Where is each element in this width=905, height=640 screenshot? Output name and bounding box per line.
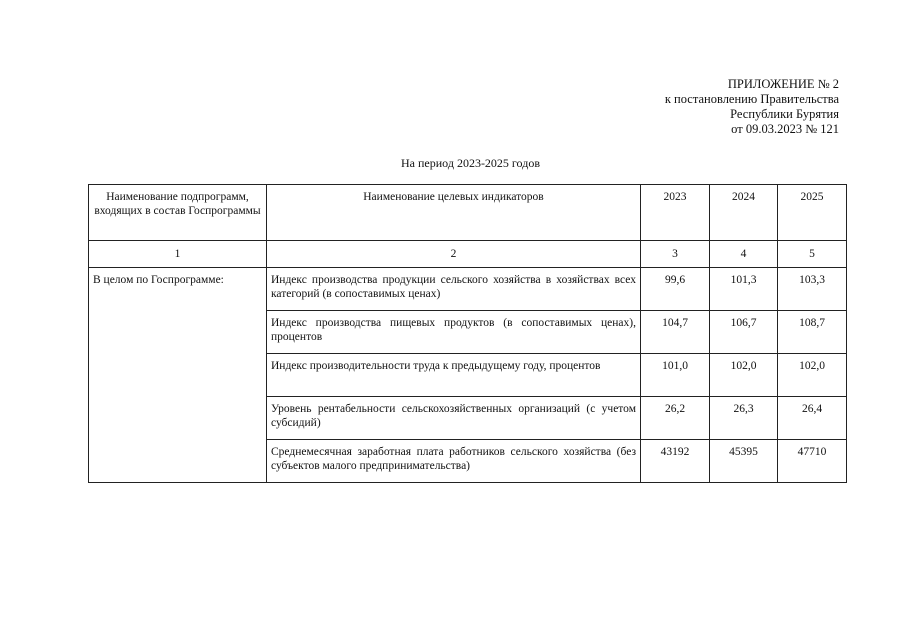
header-year-2024: 2024 xyxy=(710,185,778,241)
value-2024: 45395 xyxy=(710,440,778,483)
value-2025: 26,4 xyxy=(778,397,847,440)
column-number: 2 xyxy=(267,241,641,268)
table-header-row xyxy=(89,185,847,241)
indicator-name: Индекс производства продукции сельского хозяйства в хозяйствах всех категорий (в сопоставимых ценах) xyxy=(267,268,641,311)
indicator-name: Уровень рентабельности сельскохозяйственных организаций (с учетом субсидий) xyxy=(267,397,641,440)
value-2023: 101,0 xyxy=(641,354,710,397)
column-number-row xyxy=(89,241,847,268)
header-year-2023: 2023 xyxy=(641,185,710,241)
column-number: 3 xyxy=(641,241,710,268)
value-2023: 43192 xyxy=(641,440,710,483)
value-2025: 102,0 xyxy=(778,354,847,397)
indicator-name: Индекс производительности труда к предыдущему году, процентов xyxy=(267,354,641,397)
subprogram-cell: В целом по Госпрограмме: xyxy=(89,268,267,483)
header-indicator: Наименование целевых индикаторов xyxy=(267,185,641,241)
column-number: 5 xyxy=(778,241,847,268)
indicators-table xyxy=(88,184,847,483)
column-number: 1 xyxy=(89,241,267,268)
appendix-republic-line: Республики Бурятия xyxy=(730,107,839,121)
value-2025: 103,3 xyxy=(778,268,847,311)
period-caption: На период 2023-2025 годов xyxy=(401,156,540,170)
indicator-name: Среднемесячная заработная плата работников сельского хозяйства (без субъектов малого предпринимательства) xyxy=(267,440,641,483)
indicator-name: Индекс производства пищевых продуктов (в сопоставимых ценах), процентов xyxy=(267,311,641,354)
column-number: 4 xyxy=(710,241,778,268)
table-row xyxy=(89,268,847,311)
appendix-resolution-line: к постановлению Правительства xyxy=(664,92,839,106)
value-2025: 47710 xyxy=(778,440,847,483)
header-year-2025: 2025 xyxy=(778,185,847,241)
value-2024: 101,3 xyxy=(710,268,778,311)
value-2024: 106,7 xyxy=(710,311,778,354)
value-2024: 102,0 xyxy=(710,354,778,397)
header-subprogram: Наименование подпрограмм, входящих в состав Госпрограммы xyxy=(89,185,267,241)
value-2023: 26,2 xyxy=(641,397,710,440)
value-2024: 26,3 xyxy=(710,397,778,440)
appendix-header xyxy=(665,77,839,137)
value-2023: 104,7 xyxy=(641,311,710,354)
value-2025: 108,7 xyxy=(778,311,847,354)
appendix-title: ПРИЛОЖЕНИЕ № 2 xyxy=(727,77,839,91)
appendix-date-line: от 09.03.2023 № 121 xyxy=(731,122,839,136)
value-2023: 99,6 xyxy=(641,268,710,311)
